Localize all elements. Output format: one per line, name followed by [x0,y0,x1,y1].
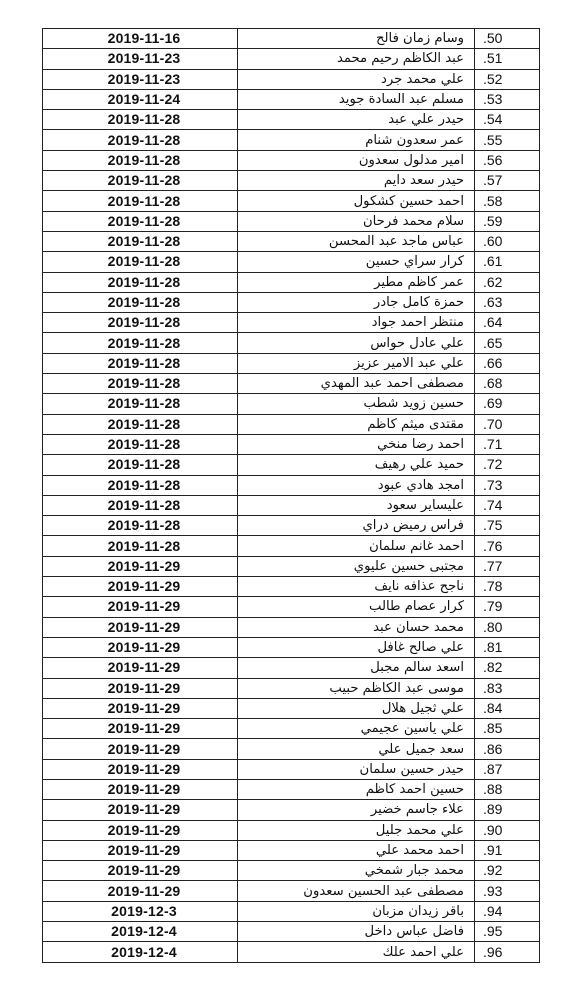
number-cell: .61 [475,252,540,272]
number-cell: .83 [475,678,540,698]
number-cell: .93 [475,881,540,901]
table-row [43,394,540,414]
name-cell: مسلم عبد السادة جويد [238,89,475,109]
table-row [43,779,540,799]
number-cell: .81 [475,637,540,657]
date-cell: 2019-11-28 [43,211,238,231]
name-cell: علي صالح غافل [238,637,475,657]
table-row [43,617,540,637]
name-cell: امير مدلول سعدون [238,150,475,170]
table-row [43,637,540,657]
table-row [43,110,540,130]
date-cell: 2019-11-28 [43,130,238,150]
table-row [43,49,540,69]
table-row [43,820,540,840]
date-cell: 2019-11-29 [43,779,238,799]
date-cell: 2019-11-28 [43,292,238,312]
number-cell: .53 [475,89,540,109]
date-cell: 2019-11-28 [43,191,238,211]
number-cell: .71 [475,434,540,454]
name-cell: منتظر احمد جواد [238,313,475,333]
table-row [43,353,540,373]
number-cell: .77 [475,556,540,576]
name-cell: محمد حسان عبد [238,617,475,637]
table-row [43,150,540,170]
date-cell: 2019-11-28 [43,374,238,394]
table-row [43,719,540,739]
name-cell: عمر سعدون شنام [238,130,475,150]
date-cell: 2019-11-28 [43,455,238,475]
name-cell: فراس رميض دراي [238,516,475,536]
date-cell: 2019-11-28 [43,516,238,536]
date-cell: 2019-12-4 [43,922,238,942]
table-row [43,577,540,597]
name-cell: حيدر حسين سلمان [238,759,475,779]
name-cell: احمد حسين كشكول [238,191,475,211]
date-cell: 2019-11-28 [43,231,238,251]
name-cell: احمد رضا منخي [238,434,475,454]
date-cell: 2019-12-4 [43,942,238,962]
number-cell: .66 [475,353,540,373]
name-cell: امجد هادي عبود [238,475,475,495]
name-cell: مصطفى احمد عبد المهدي [238,374,475,394]
table-row [43,29,540,49]
table-row [43,495,540,515]
table-row [43,272,540,292]
number-cell: .90 [475,820,540,840]
name-cell: مجتبى حسين عليوي [238,556,475,576]
name-cell: علي عبد الامير عزيز [238,353,475,373]
name-cell: عباس ماجد عبد المحسن [238,231,475,251]
date-cell: 2019-11-28 [43,252,238,272]
date-cell: 2019-11-29 [43,739,238,759]
date-cell: 2019-11-28 [43,394,238,414]
table-row [43,597,540,617]
table-row [43,130,540,150]
number-cell: .59 [475,211,540,231]
table-row [43,171,540,191]
number-cell: .62 [475,272,540,292]
name-cell: عبد الكاظم رحيم محمد [238,49,475,69]
number-cell: .78 [475,577,540,597]
number-cell: .70 [475,414,540,434]
number-cell: .86 [475,739,540,759]
date-cell: 2019-11-29 [43,840,238,860]
number-cell: .55 [475,130,540,150]
date-cell: 2019-11-28 [43,171,238,191]
date-cell: 2019-11-28 [43,313,238,333]
date-cell: 2019-11-29 [43,820,238,840]
name-cell: حمزة كامل جادر [238,292,475,312]
number-cell: .84 [475,698,540,718]
date-cell: 2019-11-28 [43,495,238,515]
number-cell: .79 [475,597,540,617]
number-cell: .58 [475,191,540,211]
number-cell: .52 [475,69,540,89]
number-cell: .88 [475,779,540,799]
number-cell: .75 [475,516,540,536]
number-cell: .72 [475,455,540,475]
name-cell: حيدر سعد دايم [238,171,475,191]
name-cell: علي محمد جرد [238,69,475,89]
name-cell: فاضل عباس داخل [238,922,475,942]
name-cell: محمد جبار شمخي [238,861,475,881]
date-cell: 2019-11-29 [43,577,238,597]
table-row [43,475,540,495]
name-cell: علي عادل حواس [238,333,475,353]
number-cell: .87 [475,759,540,779]
table-row [43,698,540,718]
number-cell: .76 [475,536,540,556]
table-row [43,678,540,698]
name-cell: عليساير سعود [238,495,475,515]
date-cell: 2019-11-28 [43,434,238,454]
name-cell: عمر كاظم مطير [238,272,475,292]
date-cell: 2019-11-23 [43,49,238,69]
table-row [43,231,540,251]
date-cell: 2019-11-29 [43,658,238,678]
number-cell: .63 [475,292,540,312]
name-cell: اسعد سالم مجبل [238,658,475,678]
name-cell: علاء جاسم خضير [238,800,475,820]
date-cell: 2019-11-28 [43,272,238,292]
records-table [42,28,540,963]
date-cell: 2019-12-3 [43,901,238,921]
table-row [43,536,540,556]
table-row [43,374,540,394]
date-cell: 2019-11-29 [43,597,238,617]
date-cell: 2019-11-29 [43,861,238,881]
table-row [43,89,540,109]
table-row [43,455,540,475]
table-row [43,800,540,820]
records-table-body [43,29,540,963]
name-cell: حسين احمد كاظم [238,779,475,799]
name-cell: كرار عصام طالب [238,597,475,617]
table-row [43,881,540,901]
name-cell: كرار سراي حسين [238,252,475,272]
number-cell: .56 [475,150,540,170]
number-cell: .74 [475,495,540,515]
number-cell: .65 [475,333,540,353]
name-cell: حسين زويد شطب [238,394,475,414]
date-cell: 2019-11-29 [43,678,238,698]
name-cell: سعد جميل علي [238,739,475,759]
table-row [43,942,540,962]
date-cell: 2019-11-23 [43,69,238,89]
number-cell: .57 [475,171,540,191]
name-cell: علي ياسين عجيمي [238,719,475,739]
table-row [43,556,540,576]
table-row [43,516,540,536]
date-cell: 2019-11-29 [43,617,238,637]
table-row [43,414,540,434]
table-row [43,759,540,779]
date-cell: 2019-11-28 [43,414,238,434]
name-cell: وسام زمان فالح [238,29,475,49]
name-cell: علي احمد علك [238,942,475,962]
table-row [43,739,540,759]
date-cell: 2019-11-29 [43,881,238,901]
date-cell: 2019-11-29 [43,800,238,820]
table-row [43,191,540,211]
name-cell: ناجح عذافه نايف [238,577,475,597]
date-cell: 2019-11-28 [43,353,238,373]
number-cell: .89 [475,800,540,820]
name-cell: علي محمد جليل [238,820,475,840]
name-cell: باقر زيدان مزبان [238,901,475,921]
date-cell: 2019-11-28 [43,150,238,170]
number-cell: .51 [475,49,540,69]
number-cell: .50 [475,29,540,49]
name-cell: مقتدى ميثم كاظم [238,414,475,434]
table-row [43,901,540,921]
table-row [43,69,540,89]
number-cell: .80 [475,617,540,637]
name-cell: علي ثجيل هلال [238,698,475,718]
name-cell: موسى عبد الكاظم حبيب [238,678,475,698]
number-cell: .73 [475,475,540,495]
date-cell: 2019-11-29 [43,698,238,718]
table-row [43,922,540,942]
name-cell: سلام محمد فرحان [238,211,475,231]
number-cell: .54 [475,110,540,130]
name-cell: احمد غانم سلمان [238,536,475,556]
name-cell: حميد علي رهيف [238,455,475,475]
table-row [43,211,540,231]
name-cell: احمد محمد علي [238,840,475,860]
date-cell: 2019-11-29 [43,556,238,576]
name-cell: مصطفى عبد الحسين سعدون [238,881,475,901]
number-cell: .91 [475,840,540,860]
date-cell: 2019-11-29 [43,637,238,657]
number-cell: .94 [475,901,540,921]
date-cell: 2019-11-28 [43,536,238,556]
date-cell: 2019-11-29 [43,759,238,779]
number-cell: .95 [475,922,540,942]
date-cell: 2019-11-28 [43,333,238,353]
table-row [43,333,540,353]
number-cell: .96 [475,942,540,962]
number-cell: .69 [475,394,540,414]
number-cell: .64 [475,313,540,333]
number-cell: .92 [475,861,540,881]
number-cell: .82 [475,658,540,678]
date-cell: 2019-11-29 [43,719,238,739]
table-row [43,840,540,860]
table-row [43,434,540,454]
date-cell: 2019-11-28 [43,475,238,495]
table-row [43,313,540,333]
table-row [43,658,540,678]
date-cell: 2019-11-24 [43,89,238,109]
number-cell: .60 [475,231,540,251]
name-cell: حيدر علي عبد [238,110,475,130]
number-cell: .85 [475,719,540,739]
table-row [43,292,540,312]
number-cell: .68 [475,374,540,394]
table-row [43,861,540,881]
date-cell: 2019-11-28 [43,110,238,130]
table-row [43,252,540,272]
date-cell: 2019-11-16 [43,29,238,49]
